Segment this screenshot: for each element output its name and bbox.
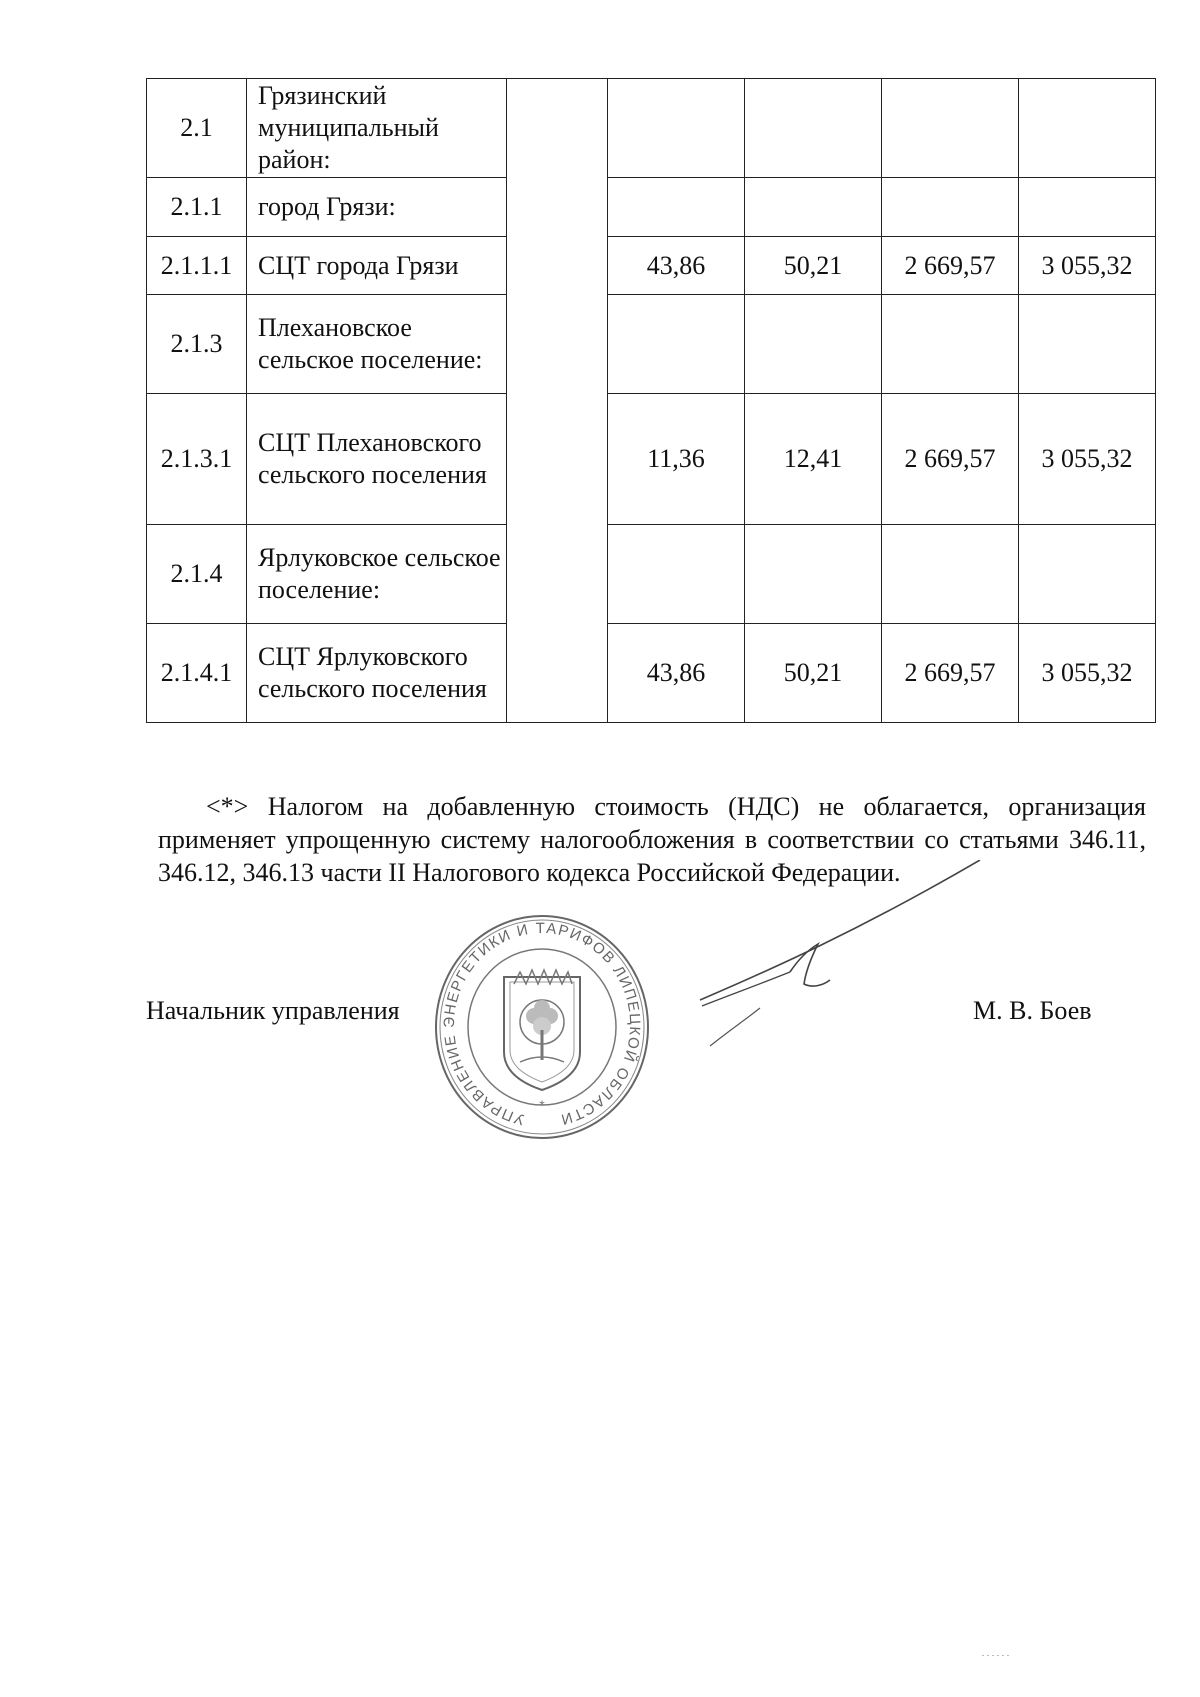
tariff-table: [146, 78, 1156, 723]
value-cell: 2 669,57: [882, 237, 1019, 295]
value-cell: 43,86: [608, 624, 745, 723]
value-cell: [1019, 295, 1156, 394]
value-cell: 43,86: [608, 237, 745, 295]
value-cell: [882, 79, 1019, 178]
row-number: 2.1.1.1: [147, 237, 247, 295]
table-row: [147, 79, 1156, 178]
row-name: Ярлуковское сельское поселение:: [247, 525, 507, 624]
vat-footnote: <*> Налогом на добавленную стоимость (НДС) не облагается, организация применяет упрощенную систему налогообложения в соответствии со статьями 346.11, 346.12, 346.13 части II Налогового кодекса Российской Федерации.: [158, 792, 1146, 887]
value-cell: [1019, 79, 1156, 178]
value-cell: 2 669,57: [882, 624, 1019, 723]
handwritten-signature: [680, 860, 1000, 1090]
row-number: 2.1.3: [147, 295, 247, 394]
value-cell: [608, 178, 745, 237]
value-cell: [882, 525, 1019, 624]
scan-speck: [982, 1654, 1012, 1657]
merged-empty-cell: [507, 79, 608, 723]
value-cell: [1019, 178, 1156, 237]
value-cell: 50,21: [745, 624, 882, 723]
row-name: Грязинский муниципальный район:: [247, 79, 507, 178]
table-row: [147, 525, 1156, 624]
table-row: [147, 394, 1156, 525]
value-cell: [608, 525, 745, 624]
table-row: [147, 624, 1156, 723]
signatory-name: М. В. Боев: [973, 996, 1092, 1025]
seal-text: УПРАВЛЕНИЕ ЭНЕРГЕТИКИ И ТАРИФОВ ЛИПЕЦКОЙ ОБЛАСТИ: [440, 919, 644, 1129]
row-name: СЦТ Плехановского сельского поселения: [247, 394, 507, 525]
row-name: Плехановское сельское поселение:: [247, 295, 507, 394]
value-cell: 2 669,57: [882, 394, 1019, 525]
row-name: СЦТ Ярлуковского сельского поселения: [247, 624, 507, 723]
value-cell: 3 055,32: [1019, 237, 1156, 295]
value-cell: [1019, 525, 1156, 624]
value-cell: 50,21: [745, 237, 882, 295]
value-cell: 11,36: [608, 394, 745, 525]
row-number: 2.1.3.1: [147, 394, 247, 525]
row-number: 2.1.1: [147, 178, 247, 237]
table-row: [147, 237, 1156, 295]
signatory-title: Начальник управления: [146, 996, 400, 1025]
value-cell: 12,41: [745, 394, 882, 525]
row-name: СЦТ города Грязи: [247, 237, 507, 295]
value-cell: [745, 525, 882, 624]
value-cell: [882, 295, 1019, 394]
row-number: 2.1.4.1: [147, 624, 247, 723]
value-cell: [608, 295, 745, 394]
table-row: [147, 295, 1156, 394]
row-number: 2.1: [147, 79, 247, 178]
value-cell: [882, 178, 1019, 237]
row-name: город Грязи:: [247, 178, 507, 237]
value-cell: [745, 178, 882, 237]
value-cell: [745, 79, 882, 178]
svg-text:*: *: [539, 1097, 545, 1113]
official-seal-icon: [432, 912, 652, 1142]
table-row: [147, 178, 1156, 237]
row-number: 2.1.4: [147, 525, 247, 624]
value-cell: [745, 295, 882, 394]
value-cell: [608, 79, 745, 178]
value-cell: 3 055,32: [1019, 394, 1156, 525]
value-cell: 3 055,32: [1019, 624, 1156, 723]
